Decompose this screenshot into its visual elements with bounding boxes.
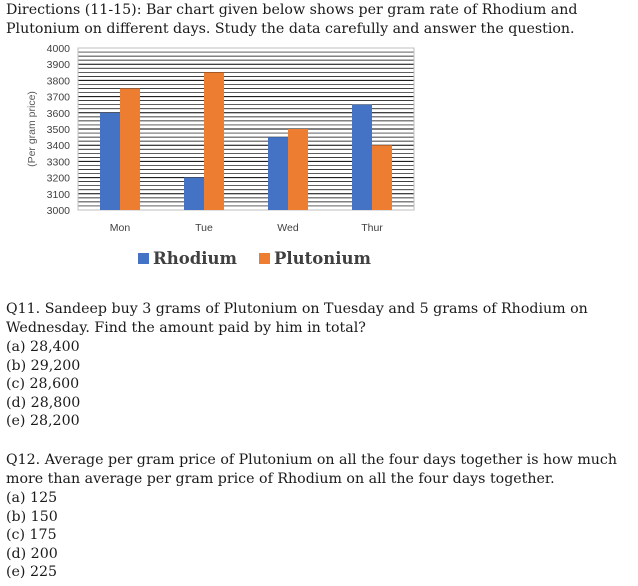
option-a: (a) 125 — [6, 490, 58, 506]
bar-plutonium-tue — [204, 72, 224, 210]
x-tick-label: Tue — [195, 222, 213, 234]
option-c: (c) 175 — [6, 527, 57, 544]
legend-swatch-plutonium — [259, 253, 270, 264]
legend-item-rhodium — [138, 249, 237, 268]
bar-plutonium-thur — [372, 145, 392, 210]
bar-plutonium-mon — [120, 89, 140, 211]
option-e: (e) 225 — [6, 564, 58, 581]
bar-rhodium-thur — [352, 105, 372, 210]
option-e: (e) 28,200 — [6, 413, 80, 430]
y-tick-label: 3500 — [46, 124, 70, 136]
legend-item-plutonium — [259, 249, 371, 268]
y-tick-label: 3400 — [46, 140, 70, 153]
y-tick-label: 3700 — [46, 91, 70, 104]
option-d: (d) 28,800 — [6, 394, 81, 411]
chart-canvas — [14, 42, 434, 242]
bar-chart — [14, 42, 434, 274]
y-tick-label: 3800 — [46, 75, 70, 88]
option-a: (a) 28,400 — [6, 339, 80, 355]
bar-rhodium-wed — [268, 137, 288, 210]
y-tick-label: 3000 — [46, 205, 70, 217]
x-tick-label: Thur — [361, 222, 383, 234]
question-11 — [6, 300, 634, 431]
bar-rhodium-mon — [100, 113, 120, 210]
legend-label-plutonium: Plutonium — [273, 248, 372, 268]
x-tick-label: Wed — [277, 222, 299, 234]
x-tick-label: Mon — [109, 222, 131, 234]
bar-rhodium-tue — [184, 178, 204, 210]
y-tick-label: 3600 — [46, 107, 70, 120]
y-tick-label: 3900 — [46, 59, 70, 72]
option-c: (c) 28,600 — [6, 376, 80, 393]
y-tick-label: 3300 — [46, 156, 70, 169]
option-b: (b) 29,200 — [6, 357, 81, 374]
y-tick-label: 4000 — [46, 43, 70, 55]
option-d: (d) 200 — [6, 545, 58, 562]
question-12-text: Q12. Average per gram price of Plutonium on all the four days together is how much more than average per gram price of Rhodium on all the four days together. — [6, 452, 617, 487]
chart-legend — [138, 248, 393, 268]
directions-text: Directions (11-15): Bar chart given below shows per gram rate of Rhodium and Plutonium on different days. Study the data carefully and answer the question. — [6, 2, 578, 37]
y-axis-title: (Per gram price) — [26, 91, 38, 167]
option-b: (b) 150 — [6, 508, 58, 525]
legend-label-rhodium: Rhodium — [153, 248, 237, 268]
legend-swatch-rhodium — [138, 253, 149, 264]
question-11-text: Q11. Sandeep buy 3 grams of Plutonium on Tuesday and 5 grams of Rhodium on Wednesday. Find the amount paid by him in total? — [6, 301, 588, 336]
bar-plutonium-wed — [288, 129, 308, 210]
y-tick-label: 3200 — [46, 172, 70, 185]
y-tick-label: 3100 — [46, 188, 70, 201]
question-12 — [6, 451, 634, 582]
